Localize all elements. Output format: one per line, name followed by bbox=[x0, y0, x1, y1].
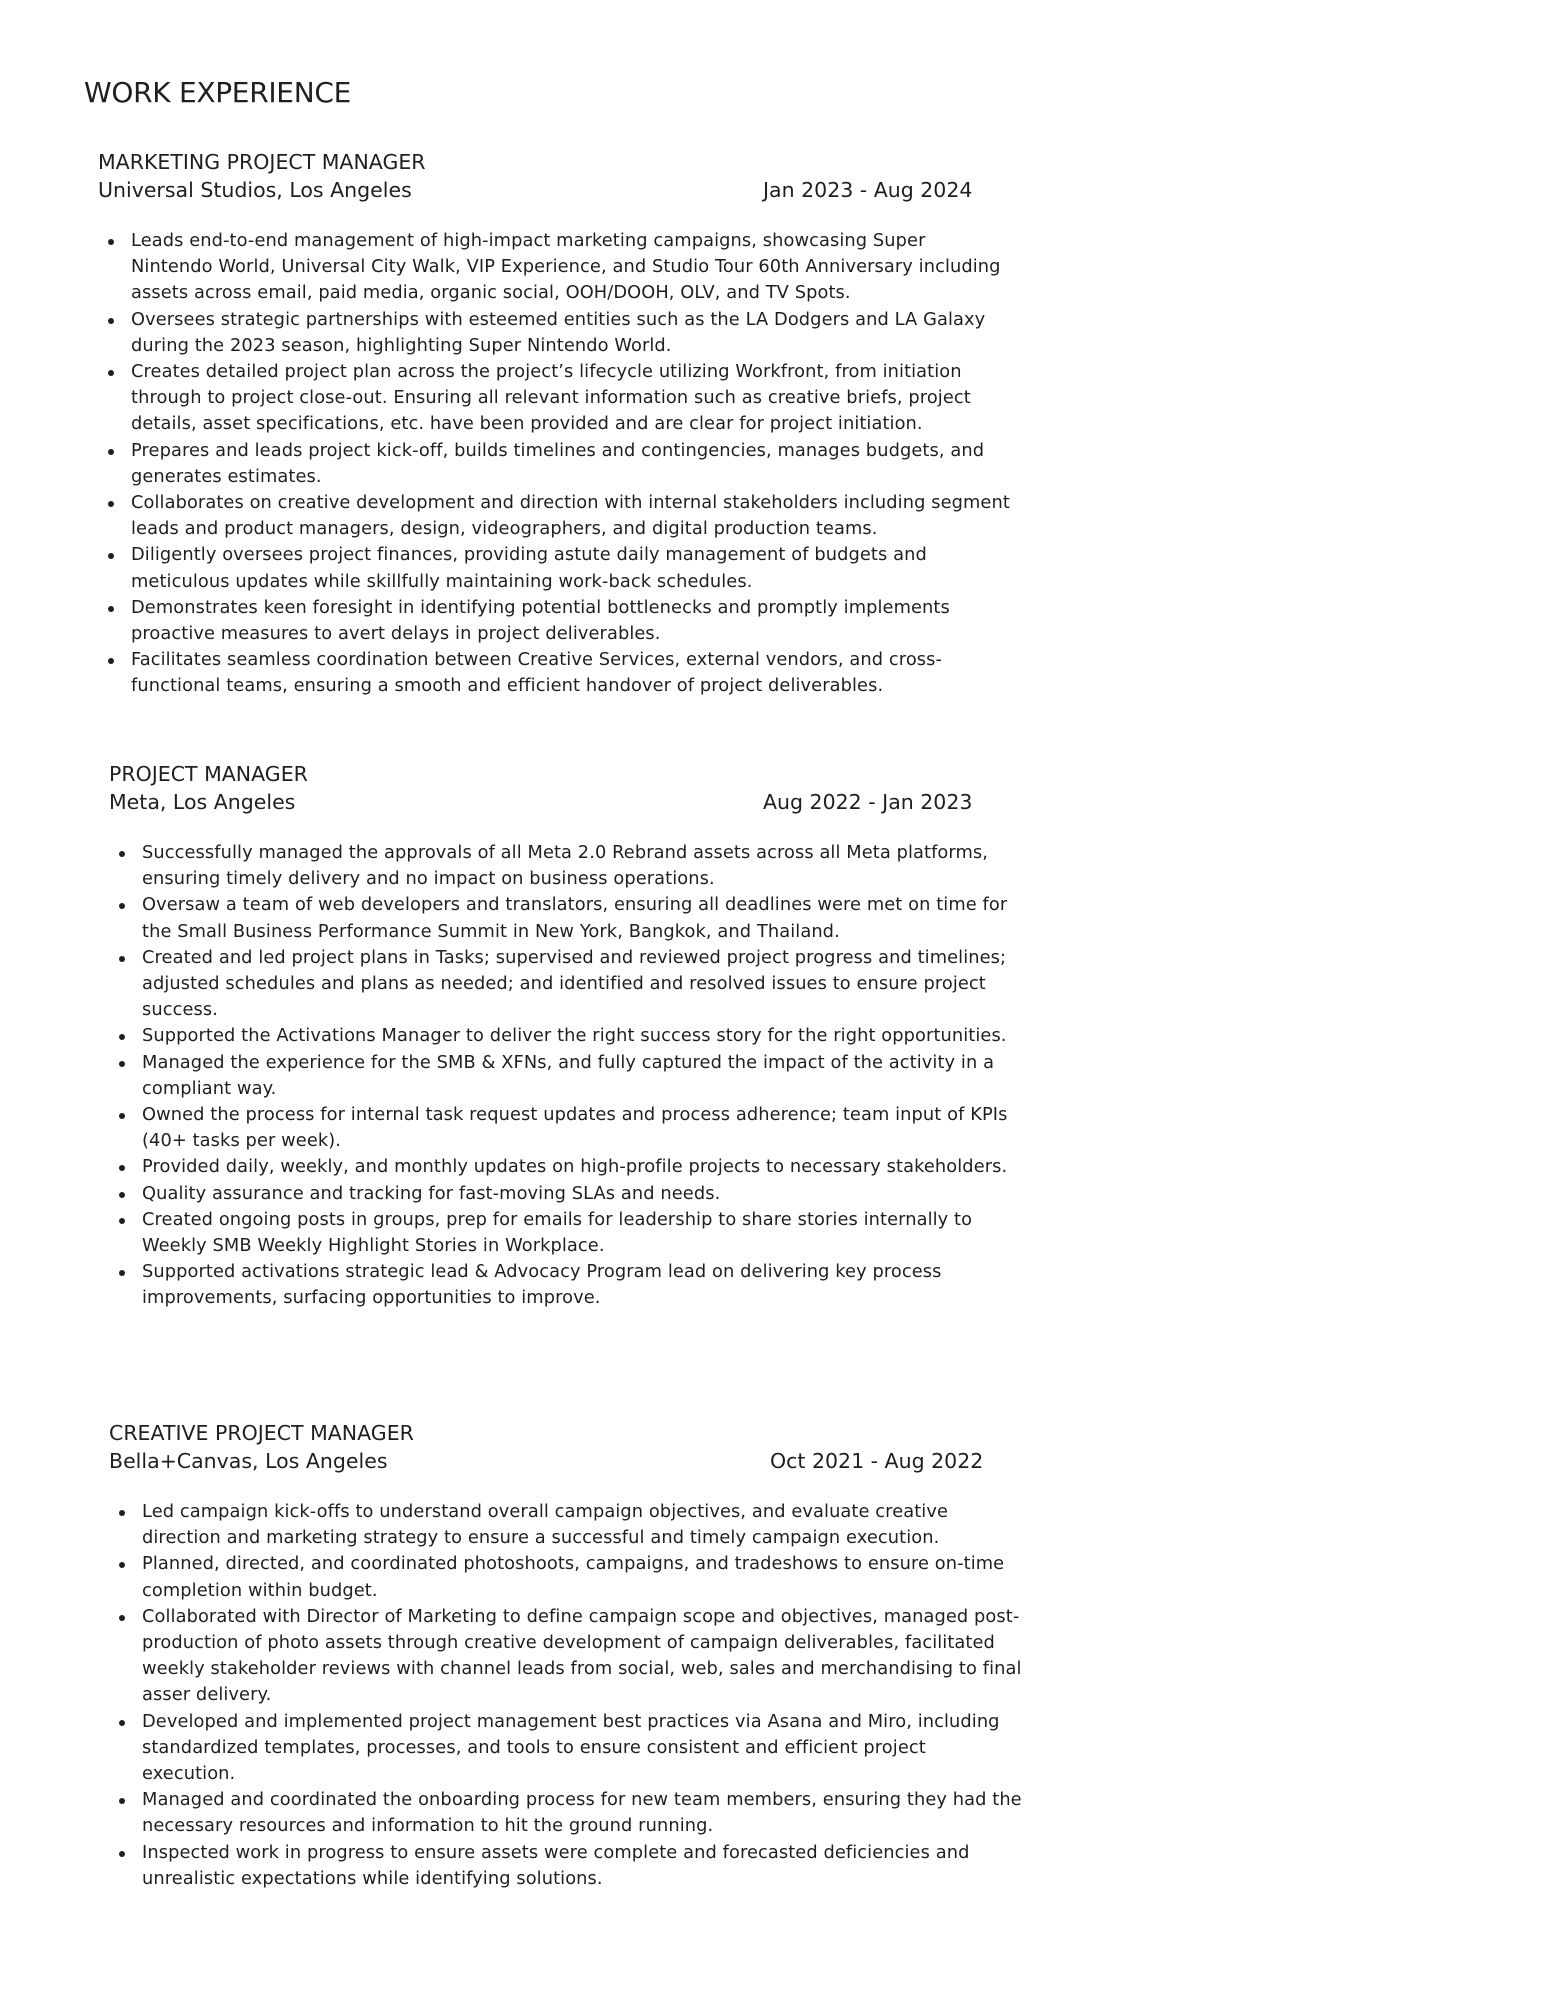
company-row bbox=[98, 176, 998, 204]
bullet-item: Managed the experience for the SMB & XFNs, and fully captured the impact of the activity in a compliant way. bbox=[109, 1050, 1022, 1102]
bullet-item: Diligently oversees project finances, providing astute daily management of budgets and meticulous updates while skillfully maintaining work-back schedules. bbox=[98, 542, 1011, 594]
bullet-item: Prepares and leads project kick-off, builds timelines and contingencies, manages budgets, and generates estimates. bbox=[98, 438, 1011, 490]
job-bullets bbox=[109, 1499, 1022, 1892]
job-title: CREATIVE PROJECT MANAGER bbox=[109, 1421, 414, 1445]
bullet-item: Created and led project plans in Tasks; supervised and reviewed project progress and timelines; adjusted schedules and plans as needed; and identified and resolved issues to ensure project success. bbox=[109, 945, 1022, 1024]
job-title: MARKETING PROJECT MANAGER bbox=[98, 150, 426, 174]
bullet-item: Facilitates seamless coordination between Creative Services, external vendors, and cross-functional teams, ensuring a smooth and efficient handover of project deliverables. bbox=[98, 647, 1011, 699]
bullet-item: Developed and implemented project management best practices via Asana and Miro, including standardized templates, processes, and tools to ensure consistent and efficient project execution. bbox=[109, 1709, 1022, 1788]
bullet-item: Oversaw a team of web developers and translators, ensuring all deadlines were met on time for the Small Business Performance Summit in New York, Bangkok, and Thailand. bbox=[109, 892, 1022, 944]
bullet-item: Quality assurance and tracking for fast-moving SLAs and needs. bbox=[109, 1181, 1022, 1207]
bullet-item: Supported activations strategic lead & Advocacy Program lead on delivering key process improvements, surfacing opportunities to improve. bbox=[109, 1259, 1022, 1311]
bullet-item: Oversees strategic partnerships with esteemed entities such as the LA Dodgers and LA Galaxy during the 2023 season, highlighting Super Nintendo World. bbox=[98, 307, 1011, 359]
job-dates: Oct 2021 - Aug 2022 bbox=[770, 1449, 984, 1473]
job-title: PROJECT MANAGER bbox=[109, 762, 308, 786]
bullet-item: Creates detailed project plan across the project’s lifecycle utilizing Workfront, from initiation through to project close-out. Ensuring all relevant information such as creative briefs, project details, asset specifications, etc. have been provided and are clear for project initiation. bbox=[98, 359, 1011, 438]
company-name: Bella+Canvas, Los Angeles bbox=[109, 1449, 388, 1473]
bullet-item: Provided daily, weekly, and monthly updates on high-profile projects to necessary stakeholders. bbox=[109, 1154, 1022, 1180]
bullet-item: Collaborated with Director of Marketing to define campaign scope and objectives, managed post-production of photo assets through creative development of campaign deliverables, facilitated weekly stakeholder reviews with channel leads from social, web, sales and merchandising to final asser delivery. bbox=[109, 1604, 1022, 1709]
bullet-item: Created ongoing posts in groups, prep for emails for leadership to share stories internally to Weekly SMB Weekly Highlight Stories in Workplace. bbox=[109, 1207, 1022, 1259]
bullet-item: Inspected work in progress to ensure assets were complete and forecasted deficiencies and unrealistic expectations while identifying solutions. bbox=[109, 1840, 1022, 1892]
section-title: WORK EXPERIENCE bbox=[84, 76, 351, 109]
bullet-item: Owned the process for internal task request updates and process adherence; team input of KPIs (40+ tasks per week). bbox=[109, 1102, 1022, 1154]
company-name: Universal Studios, Los Angeles bbox=[98, 178, 412, 202]
job-entry bbox=[98, 148, 1010, 700]
bullet-item: Managed and coordinated the onboarding process for new team members, ensuring they had the necessary resources and information to hit the ground running. bbox=[109, 1787, 1022, 1839]
job-entry bbox=[109, 760, 1009, 1312]
bullet-item: Supported the Activations Manager to deliver the right success story for the right opportunities. bbox=[109, 1023, 1022, 1049]
bullet-item: Collaborates on creative development and direction with internal stakeholders including segment leads and product managers, design, videographers, and digital production teams. bbox=[98, 490, 1011, 542]
bullet-item: Led campaign kick-offs to understand overall campaign objectives, and evaluate creative direction and marketing strategy to ensure a successful and timely campaign execution. bbox=[109, 1499, 1022, 1551]
job-bullets bbox=[109, 840, 1009, 1312]
job-dates: Jan 2023 - Aug 2024 bbox=[763, 178, 973, 202]
company-name: Meta, Los Angeles bbox=[109, 790, 296, 814]
bullet-item: Planned, directed, and coordinated photoshoots, campaigns, and tradeshows to ensure on-time completion within budget. bbox=[109, 1551, 1022, 1603]
company-row bbox=[109, 788, 1009, 816]
bullet-item: Leads end-to-end management of high-impact marketing campaigns, showcasing Super Nintendo World, Universal City Walk, VIP Experience, and Studio Tour 60th Anniversary including assets across email, paid media, organic social, OOH/DOOH, OLV, and TV Spots. bbox=[98, 228, 1011, 307]
job-dates: Aug 2022 - Jan 2023 bbox=[763, 790, 973, 814]
bullet-item: Successfully managed the approvals of all Meta 2.0 Rebrand assets across all Meta platforms, ensuring timely delivery and no impact on business operations. bbox=[109, 840, 1022, 892]
job-entry bbox=[109, 1419, 1022, 1892]
company-row bbox=[109, 1447, 1009, 1475]
bullet-item: Demonstrates keen foresight in identifying potential bottlenecks and promptly implements proactive measures to avert delays in project deliverables. bbox=[98, 595, 1011, 647]
job-bullets bbox=[98, 228, 1010, 700]
